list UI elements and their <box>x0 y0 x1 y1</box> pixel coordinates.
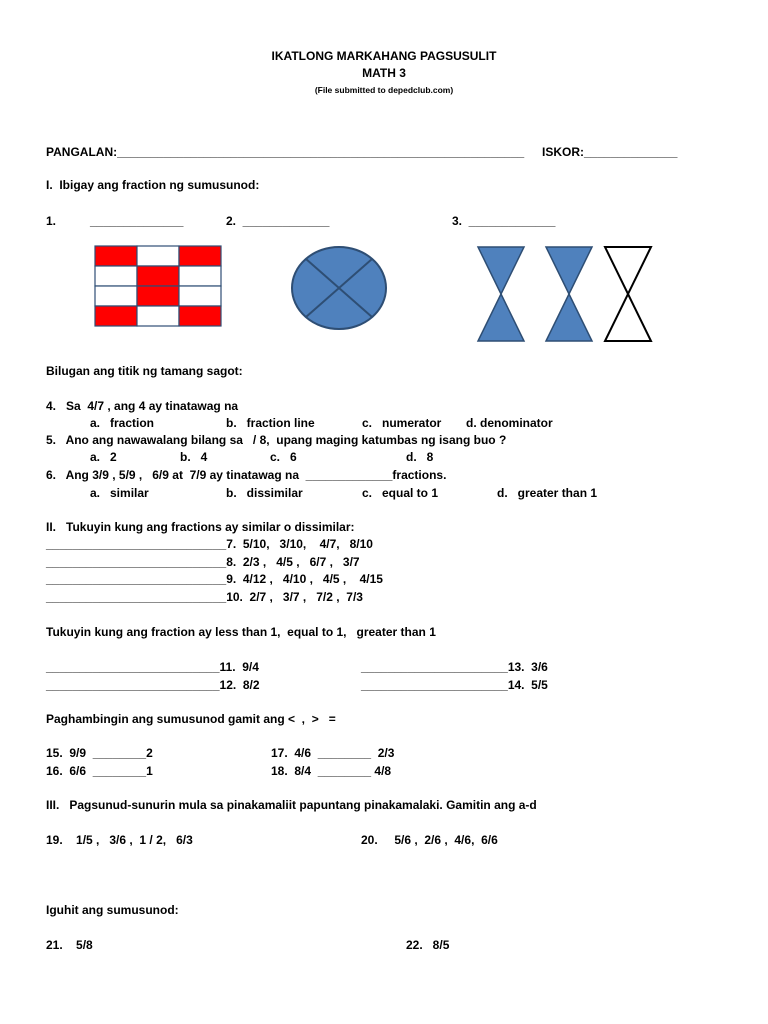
part3-heading: III. Pagsunud-sunurin mula sa pinakamaliit papuntang pinakamalaki. Gamitin ang a-d <box>46 798 537 812</box>
grid-cell <box>179 306 221 326</box>
q6-option-c: c. equal to 1 <box>362 486 439 500</box>
q6-option-a: a. similar <box>90 486 149 500</box>
part2-item-9: ___________________________9. 4/12 , 4/10 , 4/5 , 4/15 <box>46 572 383 586</box>
draw-heading: Iguhit ang sumusunod: <box>46 903 179 917</box>
grid-cell <box>95 266 137 286</box>
score-field: ISKOR:______________ <box>542 145 678 159</box>
q6-question: 6. Ang 3/9 , 5/9 , 6/9 at 7/9 ay tinatawag na _____________fractions. <box>46 468 447 482</box>
q6-option-b: b. dissimilar <box>226 486 303 500</box>
compare2-instruction: Paghambingin ang sumusunod gamit ang < , > = <box>46 712 336 726</box>
grid-cell <box>179 286 221 306</box>
q4-option-a: a. fraction <box>90 416 155 430</box>
item-19: 19. 1/5 , 3/6 , 1 / 2, 6/3 <box>46 833 193 847</box>
grid-cell <box>137 306 179 326</box>
q4-option-b: b. fraction line <box>226 416 315 430</box>
q3-answer-blank: 3. _____________ <box>452 214 556 228</box>
q2-answer-blank: 2. _____________ <box>226 214 330 228</box>
part2-item-7: ___________________________7. 5/10, 3/10, 4/7, 8/10 <box>46 537 373 551</box>
exam-title: IKATLONG MARKAHANG PAGSUSULIT <box>271 49 497 63</box>
grid-cell <box>95 286 137 306</box>
grid-cell <box>137 266 179 286</box>
item-15: 15. 9/9 ________2 <box>46 746 153 760</box>
q1-answer-blank: ______________ <box>90 214 184 228</box>
grid-cell <box>179 246 221 266</box>
grid-cell <box>137 246 179 266</box>
grid-cell <box>137 286 179 306</box>
part2-item-8: ___________________________8. 2/3 , 4/5 , 6/7 , 3/7 <box>46 555 360 569</box>
hourglass-unshaded <box>605 247 651 341</box>
hourglass-shaded <box>546 247 592 341</box>
q5-question: 5. Ano ang nawawalang bilang sa / 8, upang maging katumbas ng isang buo ? <box>46 433 507 447</box>
item-11: __________________________11. 9/4 <box>46 660 259 674</box>
item-21: 21. 5/8 <box>46 938 93 952</box>
item-18: 18. 8/4 ________ 4/8 <box>271 764 392 778</box>
item-12: __________________________12. 8/2 <box>46 678 260 692</box>
part1-heading: I. Ibigay ang fraction ng sumusunod: <box>46 178 260 192</box>
hourglass-shaded <box>478 247 524 341</box>
item-13: ______________________13. 3/6 <box>361 660 548 674</box>
q1-grid-figure <box>94 245 222 327</box>
q4-option-c: c. numerator <box>362 416 442 430</box>
q3-hourglass-figure <box>474 244 658 344</box>
compare1-instruction: Tukuyin kung ang fraction ay less than 1, equal to 1, greater than 1 <box>46 625 436 639</box>
item-14: ______________________14. 5/5 <box>361 678 548 692</box>
q2-circle-figure <box>289 245 389 331</box>
q5-option-b: b. 4 <box>180 450 208 464</box>
grid-cell <box>95 306 137 326</box>
q4-question: 4. Sa 4/7 , ang 4 ay tinatawag na <box>46 399 239 413</box>
part2-item-10: ___________________________10. 2/7 , 3/7 , 7/2 , 7/3 <box>46 590 363 604</box>
part2-heading: II. Tukuyin kung ang fractions ay similar o dissimilar: <box>46 520 355 534</box>
grid-cell <box>179 266 221 286</box>
mc-instruction: Bilugan ang titik ng tamang sagot: <box>46 364 243 378</box>
q5-option-a: a. 2 <box>90 450 117 464</box>
item-16: 16. 6/6 ________1 <box>46 764 153 778</box>
q5-option-d: d. 8 <box>406 450 434 464</box>
q1-number: 1. <box>46 214 57 228</box>
name-field: PANGALAN:_____________________________________________________________ <box>46 145 525 159</box>
q6-option-d: d. greater than 1 <box>497 486 598 500</box>
exam-subject: MATH 3 <box>362 66 406 80</box>
grid-cell <box>95 246 137 266</box>
item-17: 17. 4/6 ________ 2/3 <box>271 746 395 760</box>
item-22: 22. 8/5 <box>406 938 450 952</box>
q4-option-d: d. denominator <box>466 416 553 430</box>
source-note: (File submitted to depedclub.com) <box>314 85 454 95</box>
item-20: 20. 5/6 , 2/6 , 4/6, 6/6 <box>361 833 498 847</box>
q5-option-c: c. 6 <box>270 450 297 464</box>
